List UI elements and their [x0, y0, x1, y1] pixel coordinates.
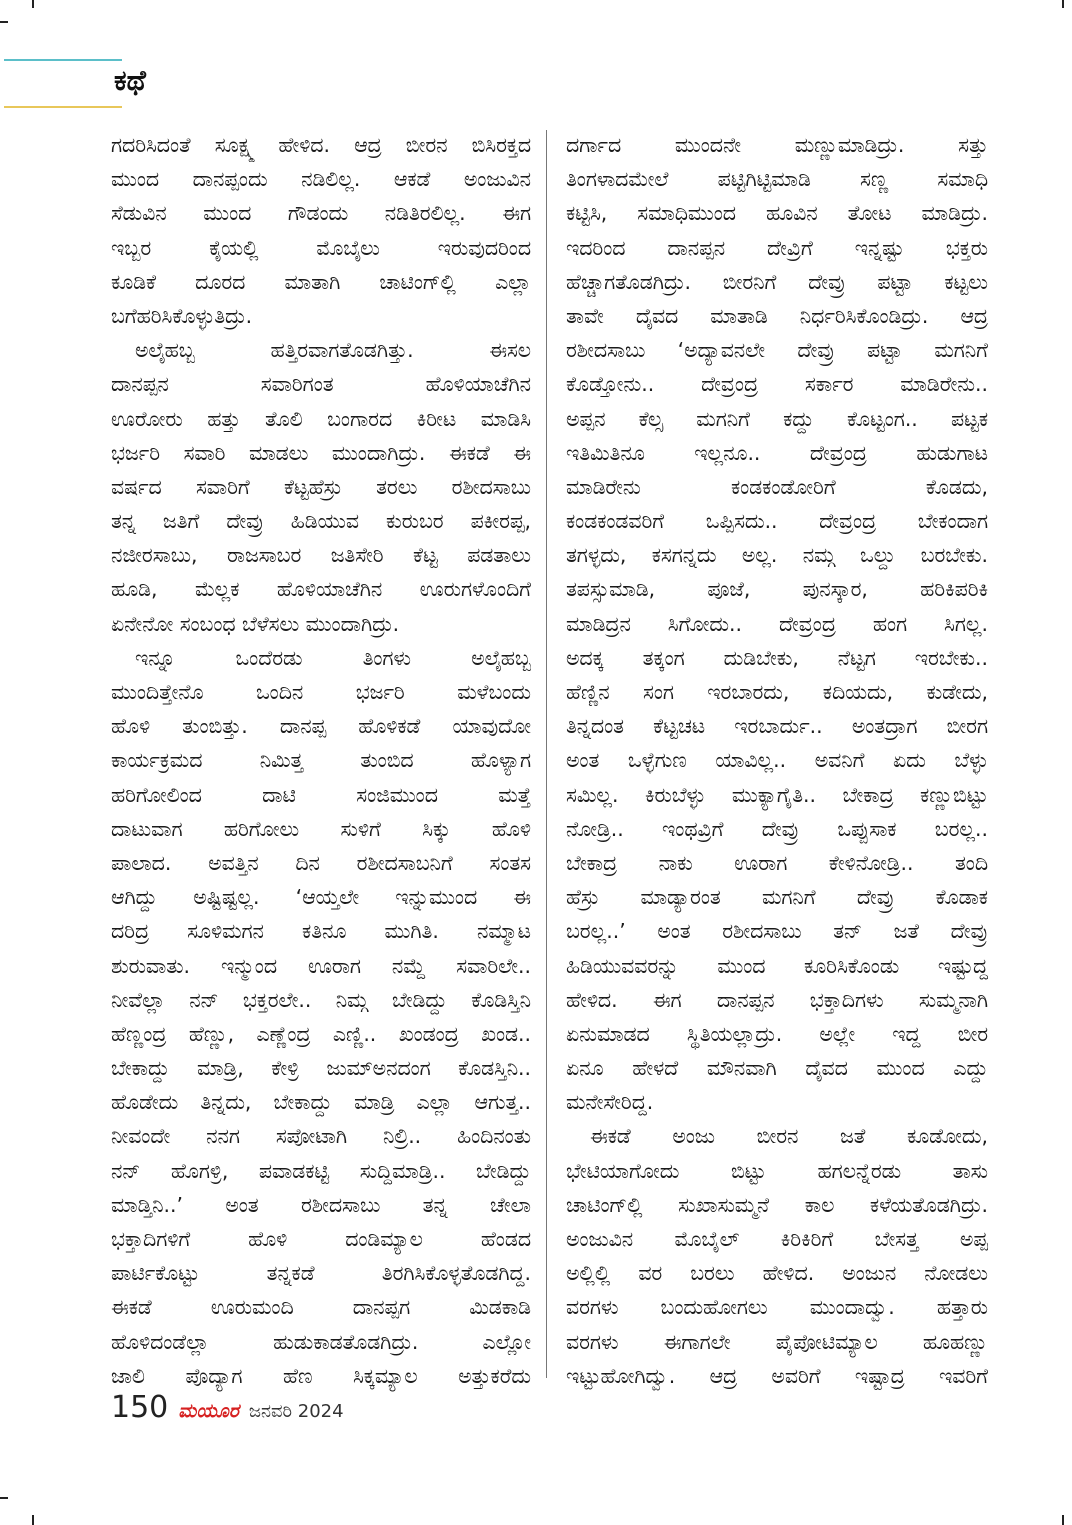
text-line: ದಾಟುವಾಗ ಹರಿಗೋಲು ಸುಳಿಗೆ ಸಿಕ್ಕು ಹೊಳಿ	[111, 816, 531, 841]
text-line: ಮಾಡಿರೇನು ಕಂಡಕಂಡೋರಿಗೆ ಕೊಡದು,	[566, 474, 988, 499]
text-line: ಹೇಳಿದ. ಈಗ ದಾನಪ್ಪನ ಭಕ್ತಾದಿಗಳು ಸುಮ್ಮನಾಗಿ	[566, 987, 988, 1012]
text-line: ನೀವೆಲ್ಲಾ ನನ್ ಭಕ್ತರಲೇ.. ನಿಮ್ಗ ಬೇಡಿದ್ದು ಕೊಡಿಸ್ತಿನಿ	[111, 987, 531, 1012]
column-divider	[546, 130, 547, 1378]
text-line: ದರಿದ್ರ ಸೂಳಿಮಗನ ಕತಿನೂ ಮುಗಿತಿ. ನಮ್ಮಾಟ	[111, 919, 531, 944]
text-line: ಪಾಲಾದ. ಅವತ್ತಿನ ದಿನ ರಶೀದಸಾಬನಿಗೆ ಸಂತಸ	[111, 850, 531, 875]
article-column-right	[566, 128, 988, 1393]
text-line: ಶುರುವಾತು. ಇನ್ಮುಂದ ಊರಾಗ ನಮ್ದೆ ಸವಾರಿಲೇ..	[111, 953, 531, 978]
text-line: ಸೆಡುವಿನ ಮುಂದ ಗೌಡಂದು ನಡಿತಿರಲಿಲ್ಲ. ಈಗ	[111, 201, 531, 226]
text-line: ಭಕ್ತಾದಿಗಳಿಗೆ ಹೊಳಿ ದಂಡಿಮ್ಯಾಲ ಹೆಂಡದ	[111, 1227, 531, 1251]
text-line: ಹೊಳಿದಂಡೆಲ್ಲಾ ಹುಡುಕಾಡತೊಡಗಿದ್ರು. ಎಲ್ಲೋ	[111, 1329, 531, 1354]
text-line: ಈಕಡೆ ಅಂಜು ಬೀರನ ಜತೆ ಕೂಡೋದು,	[590, 1124, 988, 1149]
text-line: ದಾನಪ್ಪನ ಸವಾರಿಗಂತ ಹೊಳಿಯಾಚೆಗಿನ	[111, 372, 531, 397]
text-line: ಬೇಕಾದ್ದು ಮಾಡ್ರಿ, ಕೇಳ್ರಿ ಜುಮ್‌ಅನದಂಗ ಕೊಡಸ್ತಿನಿ..	[111, 1056, 531, 1081]
text-line: ಪಾರ್ಟಿಕೊಟ್ಟು ತನ್ನಕಡೆ ತಿರಗಿಸಿಕೊಳ್ಳತೊಡಗಿದ್ದ.	[111, 1261, 531, 1286]
issue-date: ಜನವರಿ 2024	[248, 1401, 344, 1422]
page-footer	[111, 1390, 344, 1425]
text-line: ಹೂಡಿ, ಮೆಲ್ಲಕ ಹೊಳಿಯಾಚೆಗಿನ ಊರುಗಳೊಂದಿಗೆ	[111, 577, 531, 602]
text-line: ದರ್ಗಾದ ಮುಂದನೇ ಮಣ್ಣುಮಾಡಿದ್ರು. ಸತ್ತು	[566, 133, 988, 157]
section-rule-bottom	[4, 106, 122, 108]
text-line: ನೀವಂದೇ ನನಗ ಸಪೋಟಾಗಿ ನಿಲ್ರಿ.. ಹಿಂದಿನಂತು	[111, 1124, 531, 1149]
text-line: ಹೊಡೇದು ತಿನ್ನದು, ಬೇಕಾದ್ದು ಮಾಡ್ರಿ ಎಲ್ಲಾ ಆಗುತ್ತ..	[111, 1090, 531, 1115]
text-line: ತಗಳ್ಳದು, ಕಸಗನ್ನದು ಅಲ್ಲ. ನಮ್ಗ ಒಲ್ದು ಬರಬೇಕು.	[566, 543, 988, 568]
text-line: ಮುಂದಿತ್ತೇನೊ ಒಂದಿನ ಭರ್ಜರಿ ಮಳೆಬಂದು	[111, 680, 531, 704]
text-line: ಹೆಣ್ಣಿನ ಸಂಗ ಇರಬಾರದು, ಕದಿಯದು, ಕುಡೇದು,	[566, 680, 988, 704]
text-line: ಅದಕ್ಕ ತಕ್ಕಂಗ ದುಡಿಬೇಕು, ನೆಟ್ಟಗ ಇರಬೇಕು..	[566, 645, 988, 670]
section-rule-top	[4, 59, 122, 61]
crop-mark	[0, 1497, 8, 1499]
text-line: ಏನೇನೋ ಸಂಬಂಧ ಬೆಳೆಸಲು ಮುಂದಾಗಿದ್ರು.	[111, 611, 400, 636]
text-line: ಗದರಿಸಿದಂತೆ ಸೂಕ್ಷ್ಮ ಹೇಳಿದ. ಆದ್ರ ಬೀರನ ಬಿಸಿರಕ್ತದ	[111, 133, 531, 157]
text-line: ಬೇಕಾದ್ರ ನಾಕು ಊರಾಗ ಕೇಳಿನೋಡ್ರಿ.. ತಂದಿ	[566, 850, 988, 875]
crop-mark	[32, 0, 34, 8]
text-line: ಹೆಸ್ರು ಮಾಡ್ಯಾರಂತ ಮಗನಿಗೆ ದೇವ್ರು ಕೊಡಾಕ	[566, 885, 988, 910]
text-line: ತಿನ್ನದಂತ ಕೆಟ್ಟಚಟ ಇರಬಾರ್ದು.. ಅಂತದ್ರಾಗ ಬೀರಗ	[566, 714, 988, 739]
text-line: ಜಾಲಿ ಪೊದ್ಯಾಗ ಹೆಣ ಸಿಕ್ಕಮ್ಯಾಲ ಅತ್ತುಕರೆದು	[111, 1363, 531, 1388]
text-line: ಬಗೆಹರಿಸಿಕೊಳ್ಳುತಿದ್ರು.	[111, 303, 253, 328]
text-line: ಹಿಡಿಯುವವರನ್ನು ಮುಂದ ಕೂರಿಸಿಕೊಂಡು ಇಷ್ಟುದ್ದ	[566, 953, 988, 978]
text-line: ಮುಂದ ದಾನಪ್ಪಂದು ನಡಿಲಿಲ್ಲ. ಆಕಡೆ ಅಂಜುವಿನ	[111, 167, 531, 192]
text-line: ಸಮಿಲ್ಲ. ಕಿರುಬೆಳ್ಳು ಮುಕ್ಯಾಗೈತಿ.. ಬೇಕಾದ್ರ ಕಣ್ಣುಬಿಟ್ಟು	[566, 782, 988, 807]
text-line: ತಪಸ್ಸುಮಾಡಿ, ಪೂಜೆ, ಪುನಸ್ಕಾರ, ಹರಿಕಿಪರಿಕಿ	[566, 577, 988, 602]
section-label: ಕಥೆ	[114, 64, 146, 97]
text-line: ಚಾಟಿಂಗ್‌ಲ್ಲಿ ಸುಖಾಸುಮ್ಮನೆ ಕಾಲ ಕಳೆಯತೊಡಗಿದ್ರು.	[566, 1192, 988, 1217]
text-line: ಭರ್ಜರಿ ಸವಾರಿ ಮಾಡಲು ಮುಂದಾಗಿದ್ರು. ಈಕಡೆ ಈ	[111, 440, 531, 465]
text-line: ಹೆಣ್ಣಂದ್ರ ಹೆಣ್ಣು, ಎಣ್ಣೆಂದ್ರ ಎಣ್ಣಿ.. ಖಂಡಂದ್ರ ಖಂಡ..	[111, 1021, 531, 1046]
text-line: ವರಗಳು ಬಂದುಹೋಗಲು ಮುಂದಾದ್ವು. ಹತ್ತಾರು	[566, 1295, 988, 1320]
text-line: ಅಲ್ಲಿಲ್ಲಿ ವರ ಬರಲು ಹೇಳಿದ. ಅಂಜುನ ನೋಡಲು	[566, 1261, 988, 1286]
text-line: ಕಟ್ಟಿಸಿ, ಸಮಾಧಿಮುಂದ ಹೂವಿನ ತೋಟ ಮಾಡಿದ್ರು.	[566, 201, 988, 226]
text-line: ಹರಿಗೋಲಿಂದ ದಾಟಿ ಸಂಜಿಮುಂದ ಮತ್ತೆ	[111, 782, 531, 807]
text-line: ಏನುಮಾಡದ ಸ್ಥಿತಿಯಲ್ಲಾದ್ರು. ಅಲ್ಲೇ ಇದ್ದ ಬೀರ	[566, 1021, 988, 1046]
text-line: ಇತಿಮಿತಿನೂ ಇಲ್ಲನೂ.. ದೇವ್ರಂದ್ರ ಹುಡುಗಾಟ	[566, 440, 988, 465]
text-line: ಈಕಡೆ ಊರುಮಂದಿ ದಾನಪ್ಪಗ ಮಿಡಕಾಡಿ	[111, 1295, 531, 1320]
text-line: ಹೆಚ್ಚಾಗತೊಡಗಿದ್ರು. ಬೀರನಿಗೆ ದೇವ್ರು ಪಟ್ಟಾ ಕಟ್ಟಲು	[566, 269, 988, 294]
text-line: ಹೊಳಿ ತುಂಬಿತ್ತು. ದಾನಪ್ಪ ಹೊಳಿಕಡೆ ಯಾವುದೋ	[111, 714, 531, 739]
text-line: ಊರೋರು ಹತ್ತು ತೊಲಿ ಬಂಗಾರದ ಕಿರೀಟ ಮಾಡಿಸಿ	[111, 406, 531, 431]
text-line: ಭೇಟಿಯಾಗೋದು ಬಿಟ್ಟು ಹಗಲನ್ನೆರಡು ತಾಸು	[566, 1158, 988, 1183]
text-line: ಅಲೈಹಬ್ಬ ಹತ್ತಿರವಾಗತೊಡಗಿತ್ತು. ಈಸಲ	[135, 338, 531, 363]
text-line: ತನ್ನ ಜತಿಗೆ ದೇವ್ರು ಹಿಡಿಯುವ ಕುರುಬರ ಪಕೀರಪ್ಪ,	[111, 509, 531, 534]
page-number: 150	[111, 1390, 169, 1425]
text-line: ಕಾರ್ಯಕ್ರಮದ ನಿಮಿತ್ತ ತುಂಬಿದ ಹೊಳ್ಯಾಗ	[111, 748, 531, 773]
text-line: ಅಂತ ಒಳ್ಳೆಗುಣ ಯಾವಿಲ್ಲ.. ಅವನಿಗೆ ಏದು ಬೆಳ್ಳು	[566, 748, 988, 773]
text-line: ವರ್ಷದ ಸವಾರಿಗೆ ಕೆಟ್ಟಹೆಸ್ರು ತರಲು ರಶೀದಸಾಬು	[111, 474, 531, 499]
text-line: ರಶೀದಸಾಬು ‘ಅದ್ಯಾವನಲೇ ದೇವ್ರು ಪಟ್ಟಾ ಮಗನಿಗೆ	[566, 338, 988, 363]
crop-mark	[32, 1515, 34, 1525]
text-line: ಇಬ್ಬರ ಕೈಯಲ್ಲಿ ಮೊಬೈಲು ಇರುವುದರಿಂದ	[111, 235, 531, 260]
text-line: ಕಂಡಕಂಡವರಿಗೆ ಒಪ್ಪಿಸದು.. ದೇವ್ರಂದ್ರ ಬೇಕಂದಾಗ	[566, 509, 988, 534]
text-line: ಕೂಡಿಕೆ ದೂರದ ಮಾತಾಗಿ ಚಾಟಿಂಗ್‌ಲ್ಲಿ ಎಲ್ಲಾ	[111, 269, 531, 294]
text-line: ನಜೀರಸಾಬು, ರಾಜಸಾಬರ ಜತಿಸೇರಿ ಕೆಟ್ಟ ಪಡತಾಲು	[111, 543, 531, 568]
text-line: ವರಗಳು ಈಗಾಗಲೇ ಪೈಪೋಟಿಮ್ಯಾಲ ಹೂಹಣ್ಣು	[566, 1329, 988, 1354]
magazine-logo: ಮಯೂರ	[178, 1400, 239, 1422]
text-line: ಇಟ್ಟುಹೋಗಿದ್ವು. ಆದ್ರ ಅವರಿಗೆ ಇಷ್ಟಾದ್ರ ಇವರಿಗೆ	[566, 1363, 988, 1388]
article-column-left	[111, 128, 531, 1393]
text-line: ಮಾಡ್ತಿನಿ..’ ಅಂತ ರಶೀದಸಾಬು ತನ್ನ ಚೇಲಾ	[111, 1192, 531, 1217]
text-line: ಆಗಿದ್ದು ಅಷ್ಟಿಷ್ಟಲ್ಲ. ‘ಆಯ್ತಲೇ ಇನ್ನುಮುಂದ ಈ	[111, 885, 531, 910]
crop-mark	[1062, 0, 1064, 8]
text-line: ನೋಡ್ರಿ.. ಇಂಥವ್ರಿಗೆ ದೇವ್ರು ಒಪ್ಪುಸಾಕ ಬರಲ್ಲ..	[566, 816, 988, 841]
text-line: ಮಾಡಿದ್ರನ ಸಿಗೋದು.. ದೇವ್ರಂದ್ರ ಹಂಗ ಸಿಗಲ್ಲ.	[566, 611, 988, 636]
crop-mark	[1062, 1515, 1064, 1525]
text-line: ತಿಂಗಳಾದಮೇಲೆ ಪಟ್ಟಿಗಿಟ್ಟಿಮಾಡಿ ಸಣ್ಣ ಸಮಾಧಿ	[566, 167, 988, 192]
text-line: ಬರಲ್ಲ..’ ಅಂತ ರಶೀದಸಾಬು ತನ್ ಜತೆ ದೇವ್ರು	[566, 919, 988, 944]
text-line: ಮನೇಸೇರಿದ್ದ.	[566, 1090, 654, 1115]
text-line: ತಾವೇ ದೈವದ ಮಾತಾಡಿ ನಿರ್ಧರಿಸಿಕೊಂಡಿದ್ರು. ಆದ್ರ	[566, 303, 988, 328]
text-line: ಅಂಜುವಿನ ಮೊಬೈಲ್ ಕಿರಿಕಿರಿಗೆ ಬೇಸತ್ತ ಅಪ್ಪ	[566, 1227, 988, 1251]
text-line: ಅಪ್ಪನ ಕೆಲ್ಸ ಮಗನಿಗೆ ಕದ್ದು ಕೊಟ್ಟಂಗ.. ಪಟ್ಟಕ	[566, 406, 988, 431]
text-line: ಇದರಿಂದ ದಾನಪ್ಪನ ದೇವ್ರಿಗೆ ಇನ್ನಷ್ಟು ಭಕ್ತರು	[566, 235, 988, 260]
text-line: ಕೊಡ್ತೋನು.. ದೇವ್ರಂದ್ರ ಸರ್ಕಾರ ಮಾಡಿರೇನು..	[566, 372, 988, 397]
crop-mark	[0, 21, 8, 23]
text-line: ಇನ್ನೂ ಒಂದೆರಡು ತಿಂಗಳು ಅಲೈಹಬ್ಬ	[135, 645, 531, 670]
text-line: ಏನೂ ಹೇಳದೆ ಮೌನವಾಗಿ ದೈವದ ಮುಂದ ಎದ್ದು	[566, 1056, 988, 1081]
text-line: ನನ್ ಹೊಗಳ್ರಿ, ಪವಾಡಕಟ್ಟಿ ಸುದ್ದಿಮಾಡ್ರಿ.. ಬೇಡಿದ್ದು	[111, 1158, 531, 1183]
